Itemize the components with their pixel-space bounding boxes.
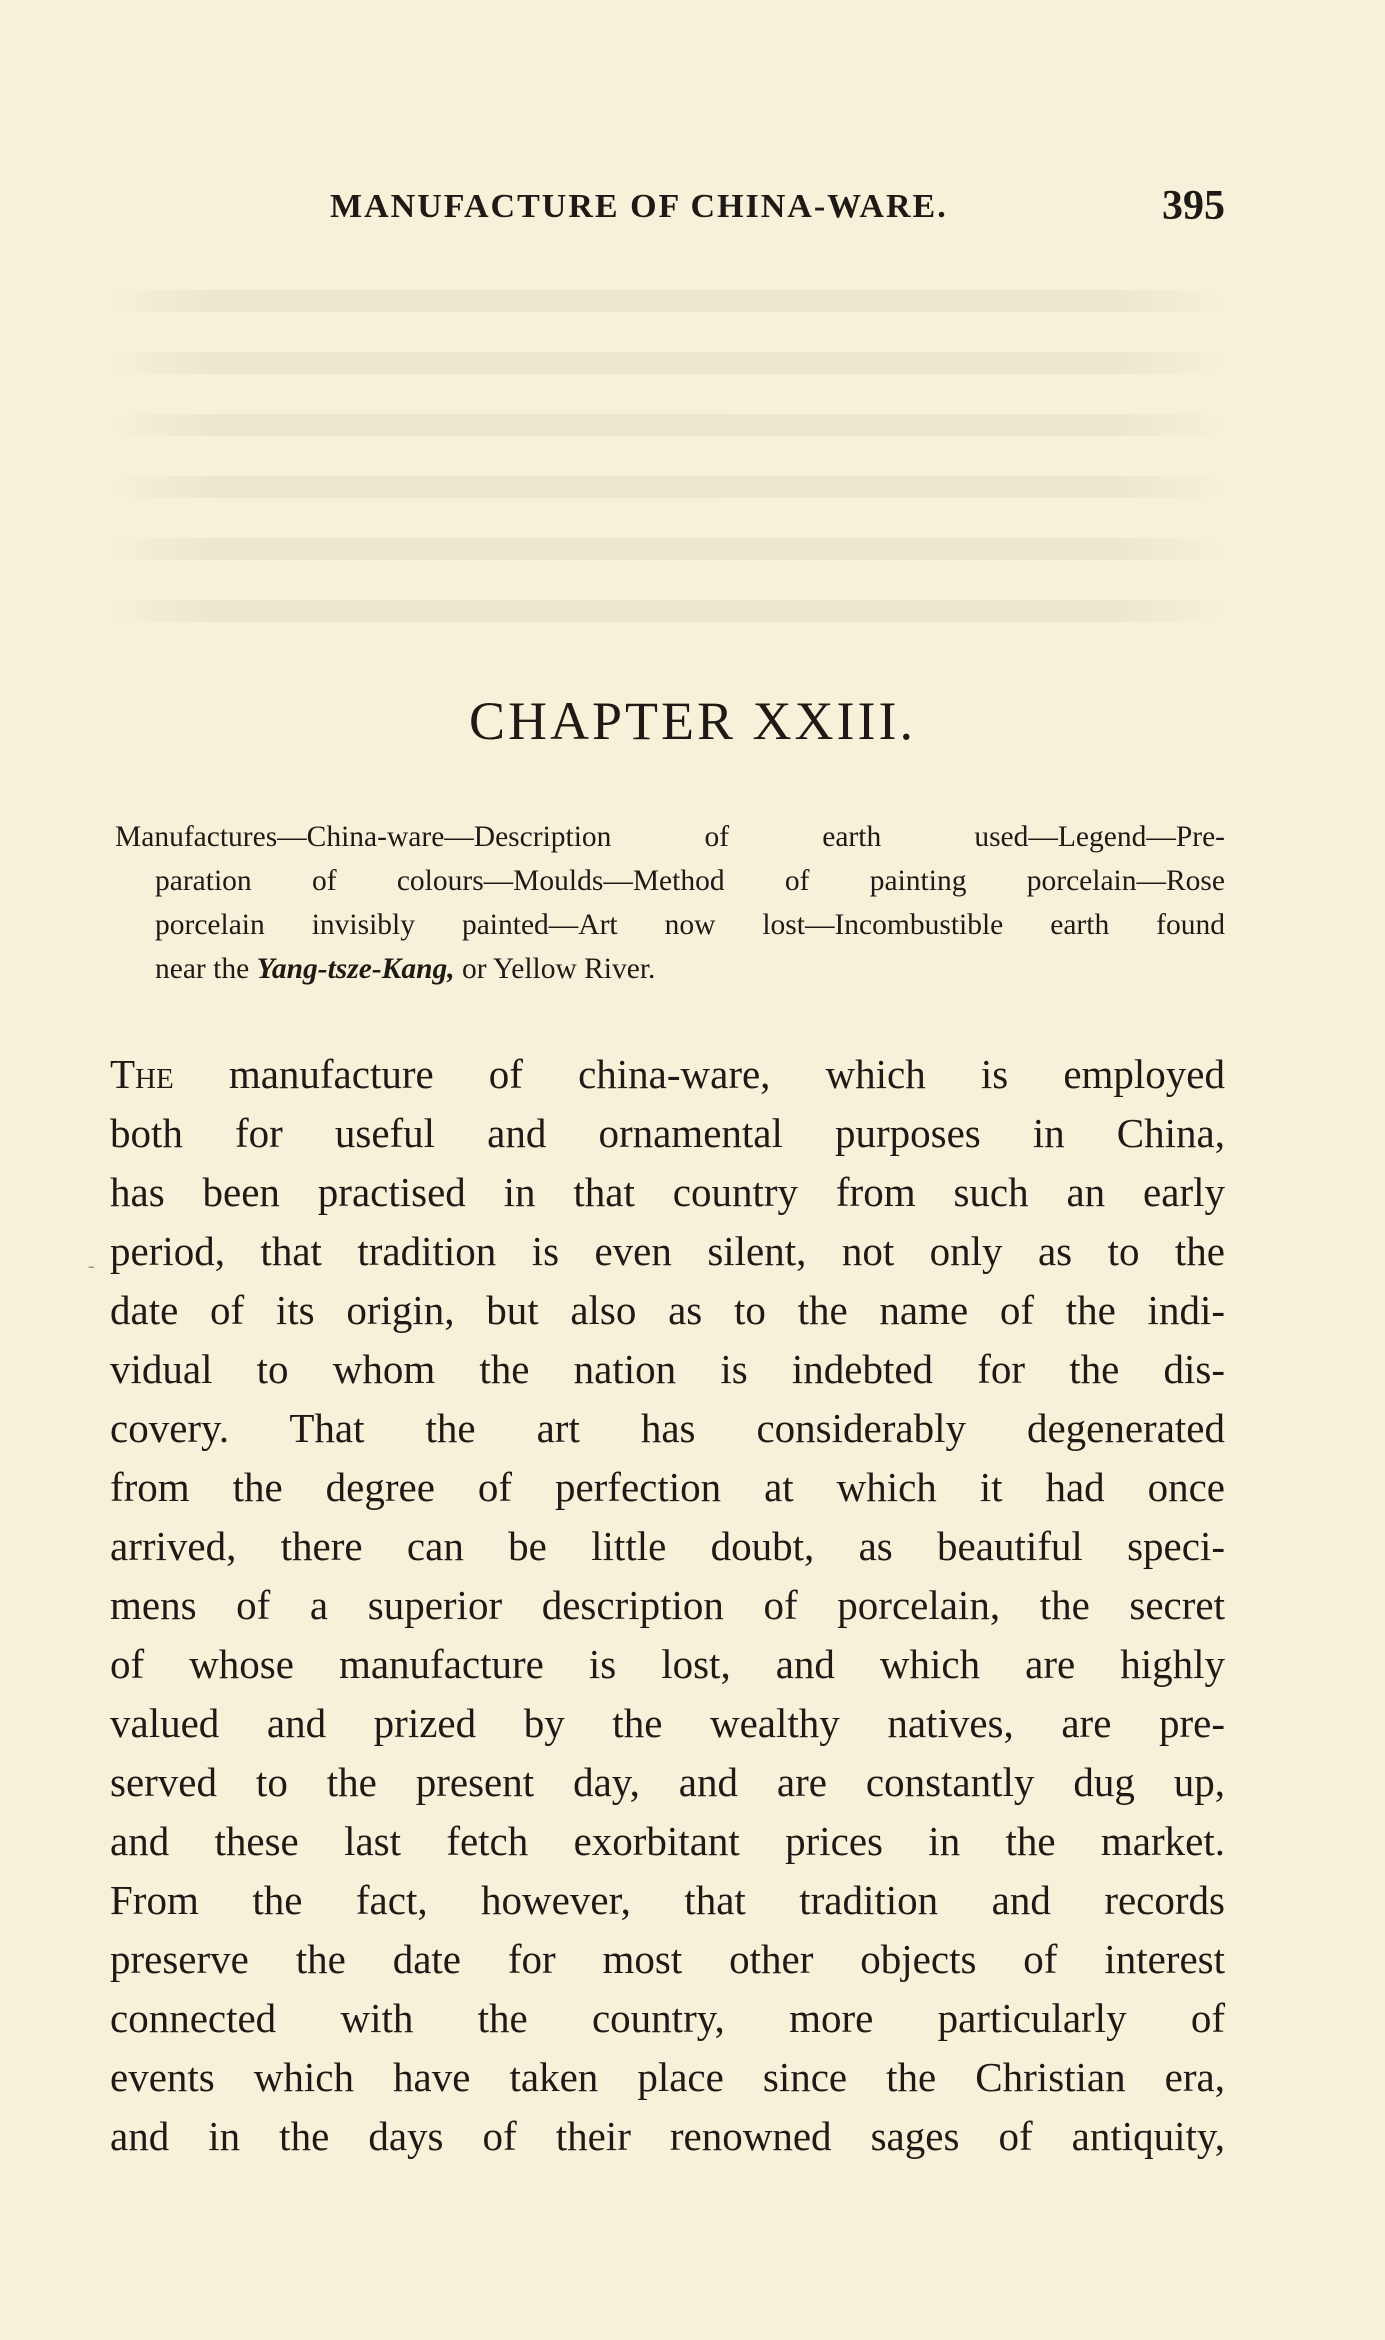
bleed-through-line	[110, 538, 1225, 560]
river-name-italic: Yang-tsze-Kang,	[256, 953, 455, 985]
chapter-summary	[115, 815, 1225, 991]
summary-line: porcelain invisibly painted—Art now lost—Incombustible earth found	[155, 909, 1225, 941]
body-line: covery. That the art has considerably degenerated	[110, 1405, 1225, 1451]
body-line: of whose manufacture is lost, and which are highly	[110, 1641, 1225, 1687]
bleed-through-line	[110, 476, 1225, 498]
body-line: date of its origin, but also as to the name of the indi-	[110, 1287, 1225, 1333]
summary-text: or Yellow River.	[454, 953, 656, 985]
bleed-through-line	[110, 290, 1225, 312]
bleed-through-line	[110, 352, 1225, 374]
body-line: vidual to whom the nation is indebted for the dis-	[110, 1346, 1225, 1392]
body-line: and in the days of their renowned sages of antiquity,	[110, 2113, 1225, 2159]
body-line: valued and prized by the wealthy natives, are pre-	[110, 1700, 1225, 1746]
body-paragraph	[110, 1045, 1225, 2166]
bleed-through-line	[110, 600, 1225, 622]
summary-line: paration of colours—Moulds—Method of painting porcelain—Rose	[155, 865, 1225, 897]
summary-line-last	[115, 947, 1225, 991]
running-title: MANUFACTURE OF CHINA-WARE.	[330, 188, 948, 225]
margin-mark: -	[88, 1255, 95, 1277]
body-line: and these last fetch exorbitant prices in the market.	[110, 1818, 1225, 1864]
body-line: events which have taken place since the Christian era,	[110, 2054, 1225, 2100]
body-line: has been practised in that country from such an early	[110, 1169, 1225, 1215]
running-head	[330, 183, 1225, 236]
body-line: both for useful and ornamental purposes in China,	[110, 1110, 1225, 1156]
body-line: served to the present day, and are constantly dug up,	[110, 1759, 1225, 1805]
body-line: arrived, there can be little doubt, as beautiful speci-	[110, 1523, 1225, 1569]
body-line: connected with the country, more particularly of	[110, 1995, 1225, 2041]
body-text: manufacture of china-ware, which is employed	[173, 1051, 1225, 1097]
page-number: 395	[1162, 183, 1225, 229]
chapter-title: CHAPTER XXIII.	[469, 691, 916, 751]
opening-word: The	[110, 1051, 174, 1097]
body-line: preserve the date for most other objects of interest	[110, 1936, 1225, 1982]
body-line: mens of a superior description of porcelain, the secret	[110, 1582, 1225, 1628]
summary-line: Manufactures—China-ware—Description of earth used—Legend—Pre-	[115, 821, 1225, 853]
body-line-first	[110, 1045, 1225, 1104]
bleed-through-line	[110, 414, 1225, 436]
body-line: From the fact, however, that tradition and records	[110, 1877, 1225, 1923]
body-line: period, that tradition is even silent, not only as to the	[110, 1228, 1225, 1274]
body-line: from the degree of perfection at which it had once	[110, 1464, 1225, 1510]
summary-text: near the	[155, 953, 257, 985]
